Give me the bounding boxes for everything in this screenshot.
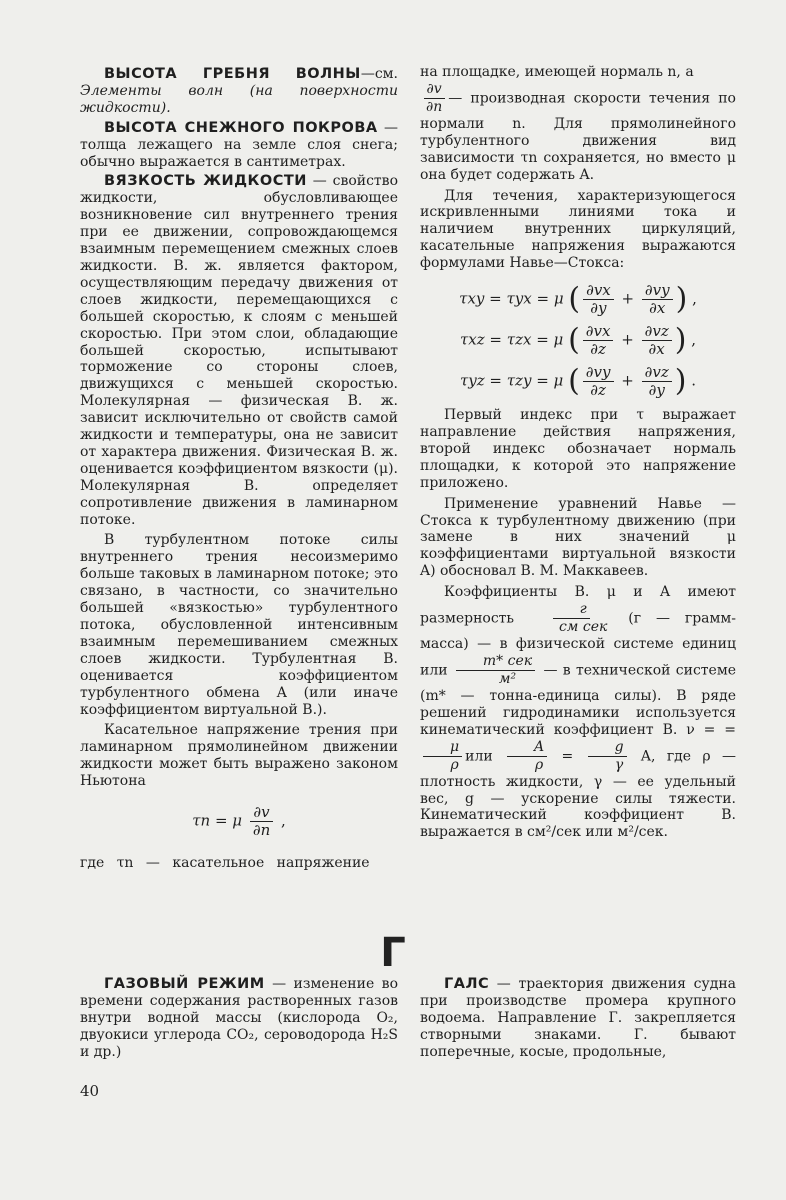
entry-tack: ГАЛС — траектория движения судна при производстве промера крупного водоема. Направление Г. закрепляется створными знаками. Г. бывают поперечные, косые, продольные, <box>420 976 736 1060</box>
entry-fluid-viscosity: ВЯЗКОСТЬ ЖИДКОСТИ — свойство жидкости, обусловливающее возникновение сил внутреннего трения при ее движении, сопровождающемся взаимным перемещением смежных слоев жидкости. В. ж. является фактором, осуществляющим передачу движения от слоев жидкости, перемещающихся с большей скоростью, к слоям с меньшей скоростью. При этом слои, обладающие большей скоростью, испытывают торможение со стороны слоев, движущихся с меньшей скоростью. Молекулярная — физическая В. ж. зависит исключительно от свойств самой жидкости и температуры, она не зависит от характера движения. Физическая В. ж. оценивается коэффициентом вязкости (μ). Молекулярная В. определяет сопротивление движения в ламинарном потоке. <box>80 173 398 528</box>
entry-term: ВЯЗКОСТЬ ЖИДКОСТИ <box>104 173 307 190</box>
entry-snow-cover-height: ВЫСОТА СНЕЖНОГО ПОКРОВА — толща лежащего на земле слоя снега; обычно выражается в сантиметрах. <box>80 119 398 170</box>
unit-fraction: $\frac{\text{m* сек}}{\text{м²}}$ <box>456 653 535 688</box>
paragraph: $\frac{\partial v}{\partial n}$ — производная скорости течения по нормали n. Для прямолинейного турбулентного движения вид зависимости τn сохраняется, но вместо μ она будет содержать A. <box>420 80 736 183</box>
paragraph: Коэффициенты В. μ и A имеют размерность $\frac{г}{\text{см сек}}$ (г — грамм-масса) — в физической системе единиц или $\frac{\text{m* сек}}{\text{м²}}$ — в технической системе (m* — тонна-единица силы). В ряде решений гидродинамики используется кинематический коэффициент В. ν = = $\frac{\mu}{\rho}$ или $\frac{A}{\rho}$ = $\frac{g}{\gamma}$ A, где ρ — плотность жидкости, γ — ее удельный вес, g — ускорение силы тяжести. Кинематический коэффициент В. выражается в см²/сек или м²/сек. <box>420 584 737 841</box>
left-column <box>80 66 398 872</box>
entry-term: ВЫСОТА ГРЕБНЯ ВОЛНЫ <box>104 66 361 82</box>
paragraph: Применение уравнений Навье — Стокса к турбулентному движению (при замене в них значений μ коэффициентами виртуальной вязкости A) обосновал В. М. Маккавеев. <box>420 495 736 580</box>
right-column <box>420 64 736 841</box>
fraction: $\frac{\partial v}{\partial n}$ <box>423 81 445 116</box>
paragraph: где τn — касательное напряжение <box>80 855 370 872</box>
entry-wave-crest-height: ВЫСОТА ГРЕБНЯ ВОЛНЫ—см. Элементы волн (на поверхности жидкости). <box>80 66 398 116</box>
navier-stokes-formula-3: τyz = τzy = μ ( $\frac{\partial vy}{\partial z}$ + $\frac{\partial vz}{\partial y}$ ) . <box>459 363 697 400</box>
navier-stokes-formula-1: τxy = τyx = μ ( $\frac{\partial vx}{\partial y}$ + $\frac{\partial vy}{\partial x}$ ) , <box>459 281 697 318</box>
fraction: $\frac{\partial v}{\partial n}$ <box>250 804 273 839</box>
paragraph: В турбулентном потоке силы внутреннего трения несоизмеримо больше таковых в ламинарном потоке; это связано, в частности, со значительно большей «вязкостью» турбулентного потока, обусловленной интенсивным взаимным перемешиванием смежных слоев жидкости. Турбулентная В. оценивается коэффициентом турбулентного обмена A (или иначе коэффициентом виртуальной В.). <box>80 532 398 718</box>
section-letter: Г <box>380 930 406 976</box>
cross-reference: Элементы волн (на поверхности жидкости). <box>80 82 398 116</box>
left-column-bottom <box>80 976 398 1061</box>
paragraph: Для течения, характеризующегося искривленными линиями тока и наличием внутренних циркуляций, касательные напряжения выражаются формулами Навье—Стокса: <box>420 187 736 272</box>
navier-stokes-formula-2: τxz = τzx = μ ( $\frac{\partial vx}{\partial z}$ + $\frac{\partial vz}{\partial x}$ ) , <box>460 322 696 359</box>
page-number: 40 <box>80 1082 100 1100</box>
paragraph: Первый индекс при τ выражает направление действия напряжения, второй индекс обозначает нормаль площадки, к которой это напряжение приложено. <box>420 407 736 491</box>
entry-term: ВЫСОТА СНЕЖНОГО ПОКРОВА <box>104 119 378 136</box>
paragraph: на площадке, имеющей нормаль n, а <box>420 64 694 80</box>
right-column-bottom <box>420 976 736 1061</box>
entry-gas-regime: ГАЗОВЫЙ РЕЖИМ — изменение во времени содержания растворенных газов внутри водной массы (кислорода O₂, двуокиси углерода CO₂, сероводорода H₂S и др.) <box>80 976 398 1060</box>
paragraph: Касательное напряжение трения при ламинарном прямолинейном движении жидкости может быть выражено законом Ньютона <box>80 722 398 790</box>
entry-term: ГАЗОВЫЙ РЕЖИМ <box>104 976 265 992</box>
unit-fraction: $\frac{г}{\text{см сек}}$ <box>532 601 610 636</box>
newton-law-formula: τn = μ $\frac{\partial v}{\partial n}$ , <box>192 803 286 840</box>
entry-term: ГАЛС <box>444 976 490 992</box>
